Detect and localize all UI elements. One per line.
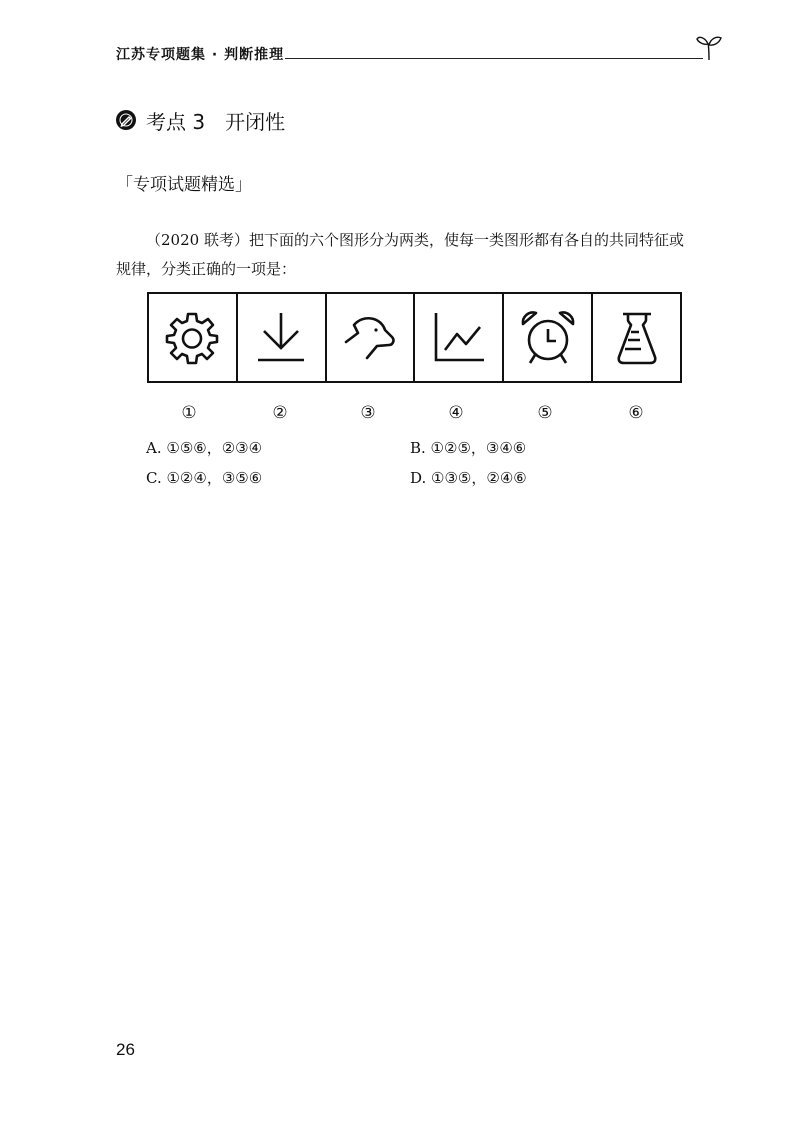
page-number: 26 — [116, 1040, 135, 1059]
sprout-icon — [696, 34, 722, 62]
figure-number-1: ① — [181, 403, 197, 423]
figure-cell-2 — [238, 294, 327, 381]
figure-cell-5 — [504, 294, 593, 381]
alarm-clock-icon — [517, 307, 579, 369]
dog-head-icon — [339, 308, 401, 368]
flask-icon — [607, 308, 667, 368]
pencil-bullet-icon — [116, 110, 136, 130]
option-d[interactable]: D. ①③⑤，②④⑥ — [410, 469, 527, 487]
figure-number-6: ⑥ — [628, 403, 644, 423]
option-c[interactable]: C. ①②④，③⑤⑥ — [146, 469, 263, 487]
header-rule — [285, 58, 703, 59]
figure-number-3: ③ — [360, 403, 376, 423]
figure-strip — [147, 292, 682, 383]
header-title: 江苏专项题集 · 判断推理 — [116, 47, 285, 63]
subsection-title: 「专项试题精选」 — [116, 175, 252, 195]
figure-cell-4 — [415, 294, 504, 381]
question-text-line1: （2020 联考）把下面的六个图形分为两类，使每一类图形都有各自的共同特征或 — [146, 231, 684, 249]
section-title: 考点 3 开闭性 — [146, 110, 286, 134]
question-text-line2: 规律，分类正确的一项是： — [116, 260, 297, 278]
figure-number-4: ④ — [448, 403, 464, 423]
line-chart-icon — [429, 308, 489, 368]
figure-cell-3 — [327, 294, 416, 381]
figure-cell-1 — [149, 294, 238, 381]
figure-number-2: ② — [272, 403, 288, 423]
figure-number-5: ⑤ — [537, 403, 553, 423]
download-arrow-icon — [251, 308, 311, 368]
option-a[interactable]: A. ①⑤⑥，②③④ — [146, 439, 263, 457]
figure-cell-6 — [593, 294, 680, 381]
gear-icon — [162, 308, 222, 368]
option-b[interactable]: B. ①②⑤，③④⑥ — [410, 439, 527, 457]
